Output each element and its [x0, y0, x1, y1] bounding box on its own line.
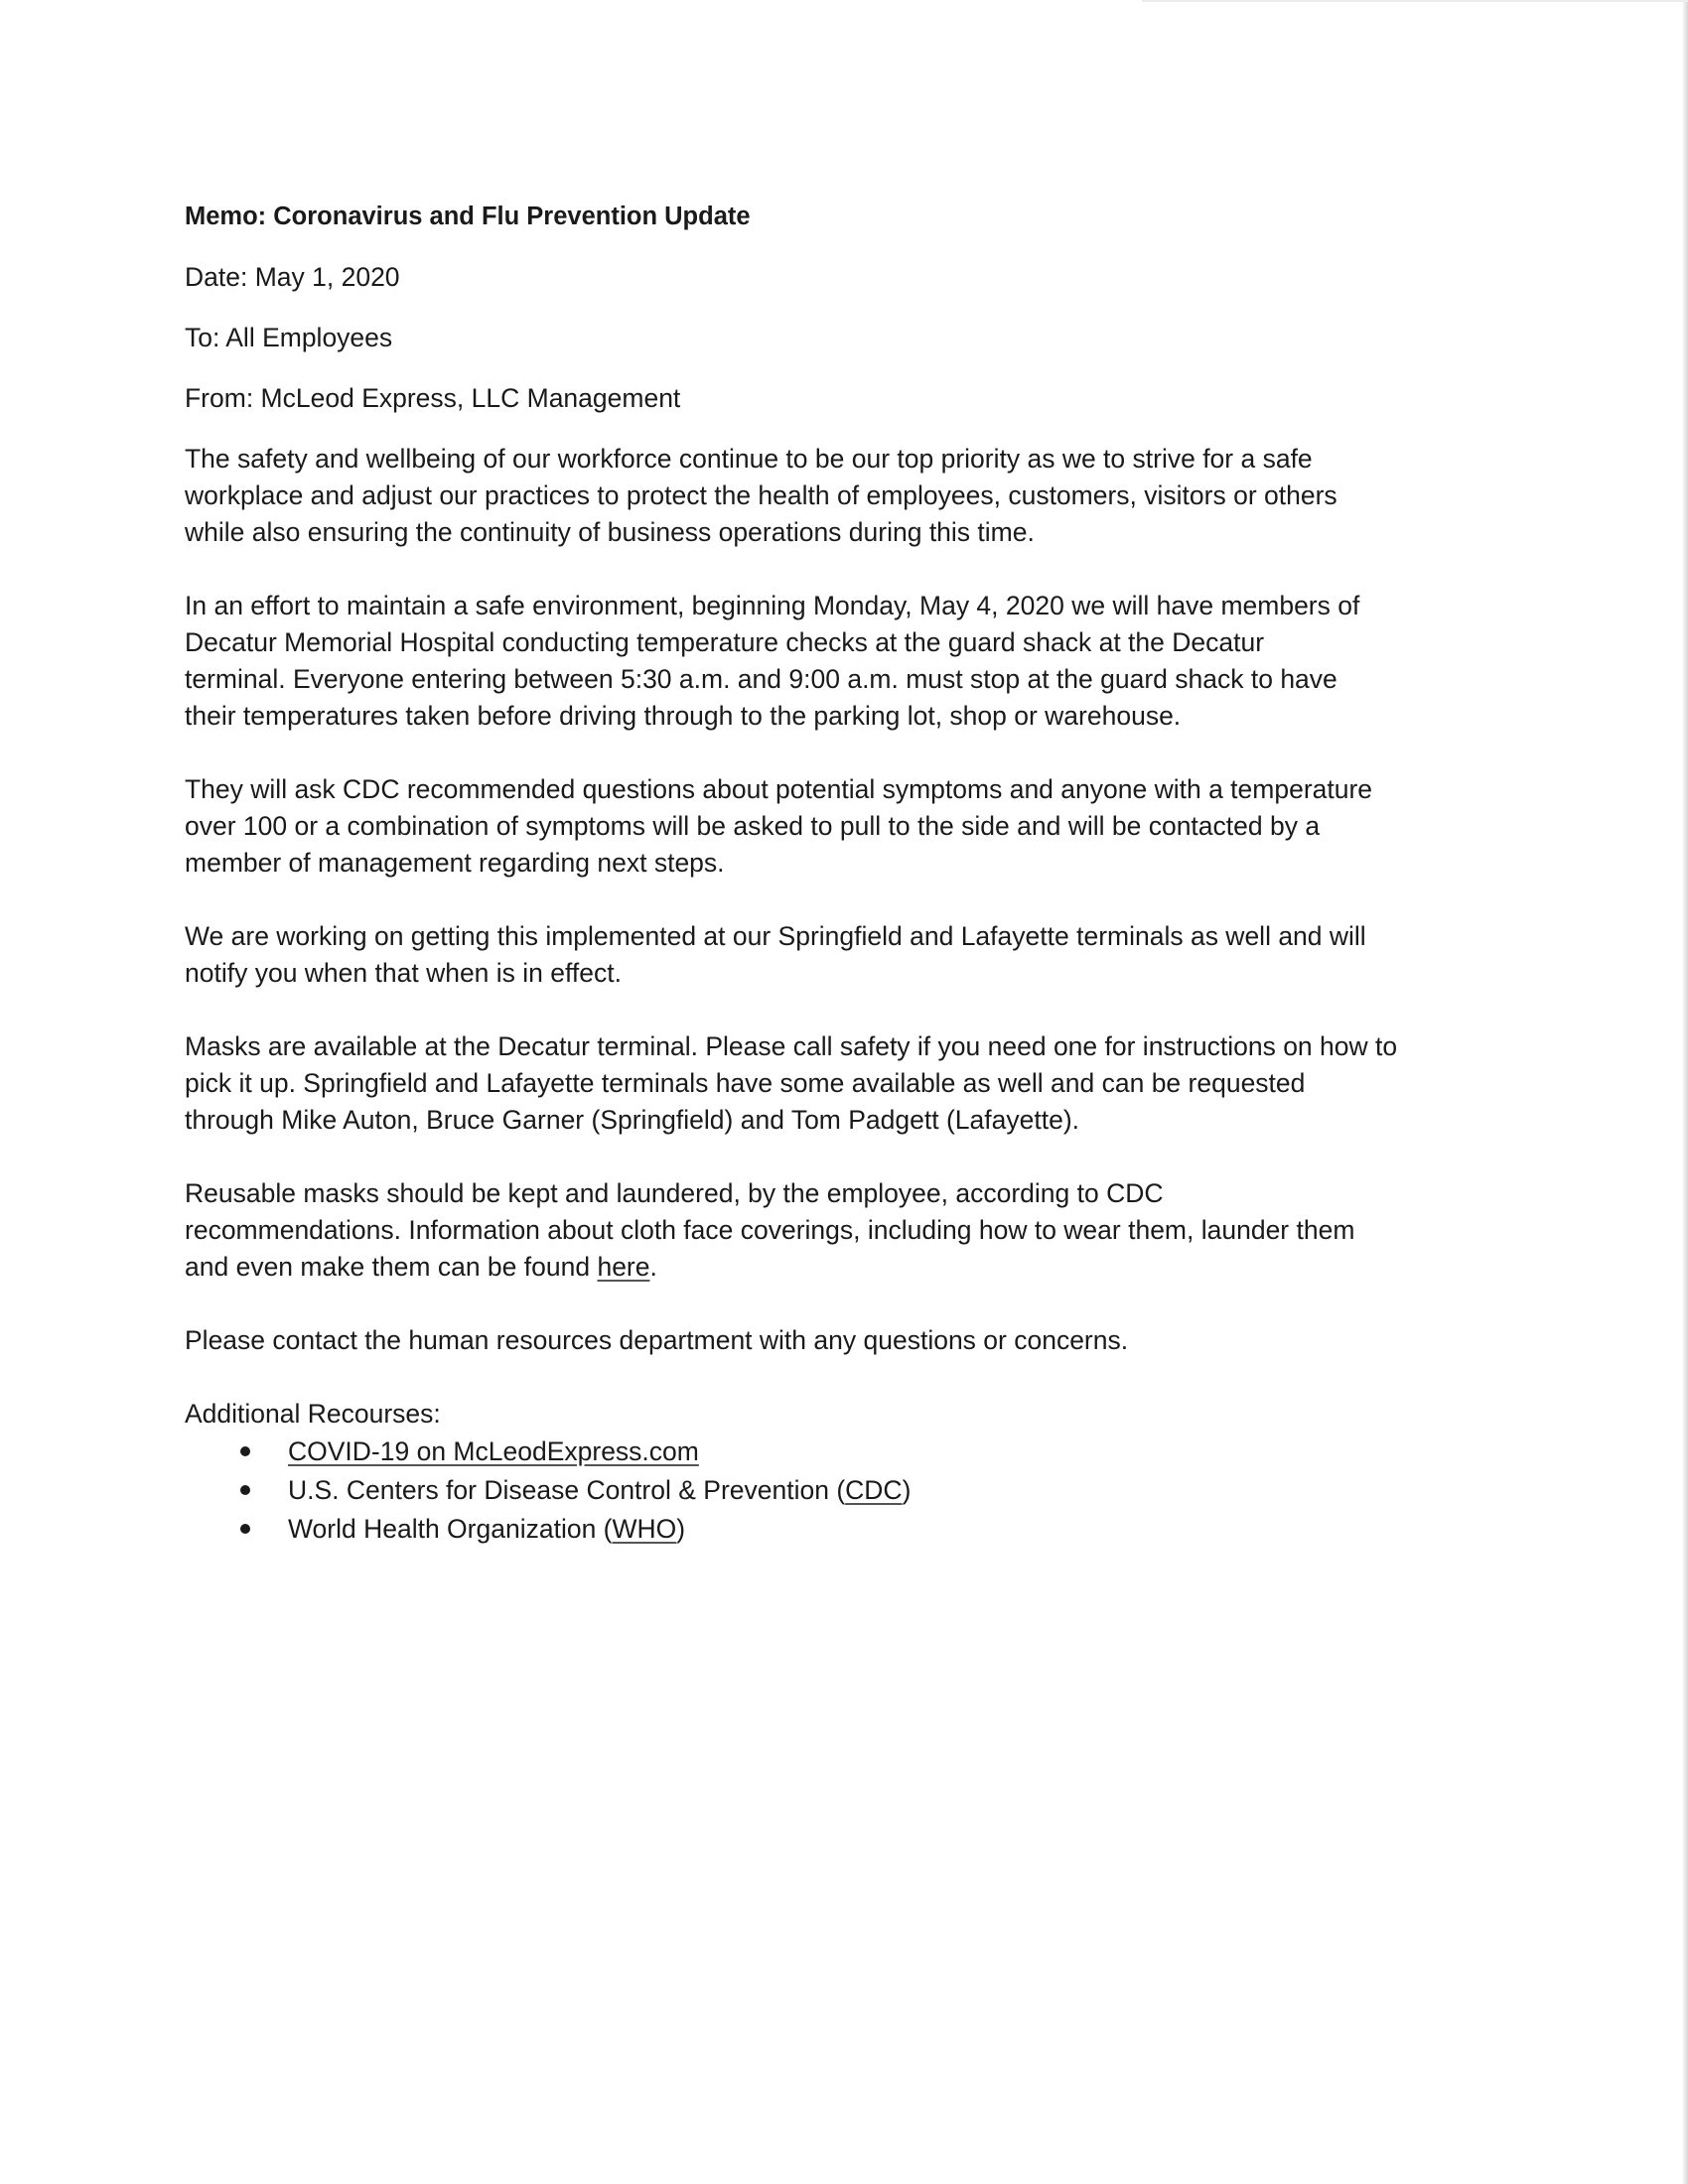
paragraph-line: pick it up. Springfield and Lafayette terminals have some available as well and can be requested	[185, 1068, 1306, 1098]
bullet-icon	[240, 1524, 250, 1534]
resources-list	[185, 1433, 1505, 1549]
paragraph-line: while also ensuring the continuity of business operations during this time.	[185, 517, 1035, 547]
scan-top-edge	[1142, 0, 1688, 2]
resource-suffix: )	[902, 1475, 912, 1505]
paragraph-line	[185, 1249, 1505, 1286]
paragraph-contact	[185, 1322, 1505, 1359]
paragraph-line: Please contact the human resources department with any questions or concerns.	[185, 1325, 1129, 1355]
memo-body	[185, 199, 1505, 1549]
covid-mcleodexpress-link[interactable]: COVID-19 on McLeodExpress.com	[288, 1436, 699, 1466]
resource-prefix: World Health Organization (	[288, 1514, 613, 1544]
memo-date: Date: May 1, 2020	[185, 262, 400, 292]
resource-suffix: )	[676, 1514, 686, 1544]
paragraph-line: In an effort to maintain a safe environment, beginning Monday, May 4, 2020 we will have members of	[185, 591, 1360, 620]
paragraph-line: their temperatures taken before driving through to the parking lot, shop or warehouse.	[185, 701, 1182, 731]
memo-title: Memo: Coronavirus and Flu Prevention Update	[185, 203, 751, 230]
paragraph-line: Decatur Memorial Hospital conducting temperature checks at the guard shack at the Decatur	[185, 627, 1265, 657]
memo-from: From: McLeod Express, LLC Management	[185, 383, 681, 413]
list-item	[185, 1433, 1505, 1471]
paragraph-line: terminal. Everyone entering between 5:30 a.m. and 9:00 a.m. must stop at the guard shack to have	[185, 664, 1337, 694]
paragraph-masks-available	[185, 1028, 1505, 1139]
paragraph-line: Masks are available at the Decatur terminal. Please call safety if you need one for instructions on how to	[185, 1031, 1398, 1061]
bullet-icon	[240, 1485, 250, 1495]
paragraph-line: notify you when that when is in effect.	[185, 958, 622, 988]
paragraph-line: member of management regarding next steps.	[185, 848, 725, 878]
paragraph-line: They will ask CDC recommended questions about potential symptoms and anyone with a temperature	[185, 774, 1373, 804]
paragraph-line: The safety and wellbeing of our workforce continue to be our top priority as we to strive for a safe	[185, 444, 1313, 474]
paragraph-safety	[185, 441, 1505, 551]
cdc-link[interactable]: CDC	[845, 1475, 903, 1505]
paragraph-other-terminals	[185, 918, 1505, 992]
list-item	[185, 1510, 1505, 1549]
list-item	[185, 1471, 1505, 1510]
paragraph-text: and even make them can be found	[185, 1252, 598, 1282]
paragraph-line: over 100 or a combination of symptoms will be asked to pull to the side and will be contacted by a	[185, 811, 1321, 841]
paragraph-line: workplace and adjust our practices to protect the health of employees, customers, visitors or others	[185, 480, 1337, 510]
memo-to: To: All Employees	[185, 323, 393, 352]
bullet-icon	[240, 1446, 250, 1456]
who-link[interactable]: WHO	[612, 1514, 677, 1544]
paragraph-line: recommendations. Information about cloth face coverings, including how to wear them, launder them	[185, 1215, 1355, 1245]
resources-heading	[185, 1396, 1505, 1433]
resources-heading-text: Additional Recourses:	[185, 1399, 441, 1429]
paragraph-reusable-masks	[185, 1175, 1505, 1286]
paragraph-text: .	[649, 1252, 657, 1282]
here-link[interactable]: here	[597, 1252, 650, 1282]
paragraph-line: Reusable masks should be kept and laundered, by the employee, according to CDC	[185, 1178, 1164, 1208]
resource-prefix: U.S. Centers for Disease Control & Prevention (	[288, 1475, 846, 1505]
paragraph-line: through Mike Auton, Bruce Garner (Springfield) and Tom Padgett (Lafayette).	[185, 1105, 1079, 1135]
scan-edge	[1682, 0, 1688, 2184]
paragraph-temperature-checks	[185, 588, 1505, 735]
paragraph-cdc-questions	[185, 771, 1505, 882]
paragraph-line: We are working on getting this implemented at our Springfield and Lafayette terminals as well and will	[185, 921, 1366, 951]
